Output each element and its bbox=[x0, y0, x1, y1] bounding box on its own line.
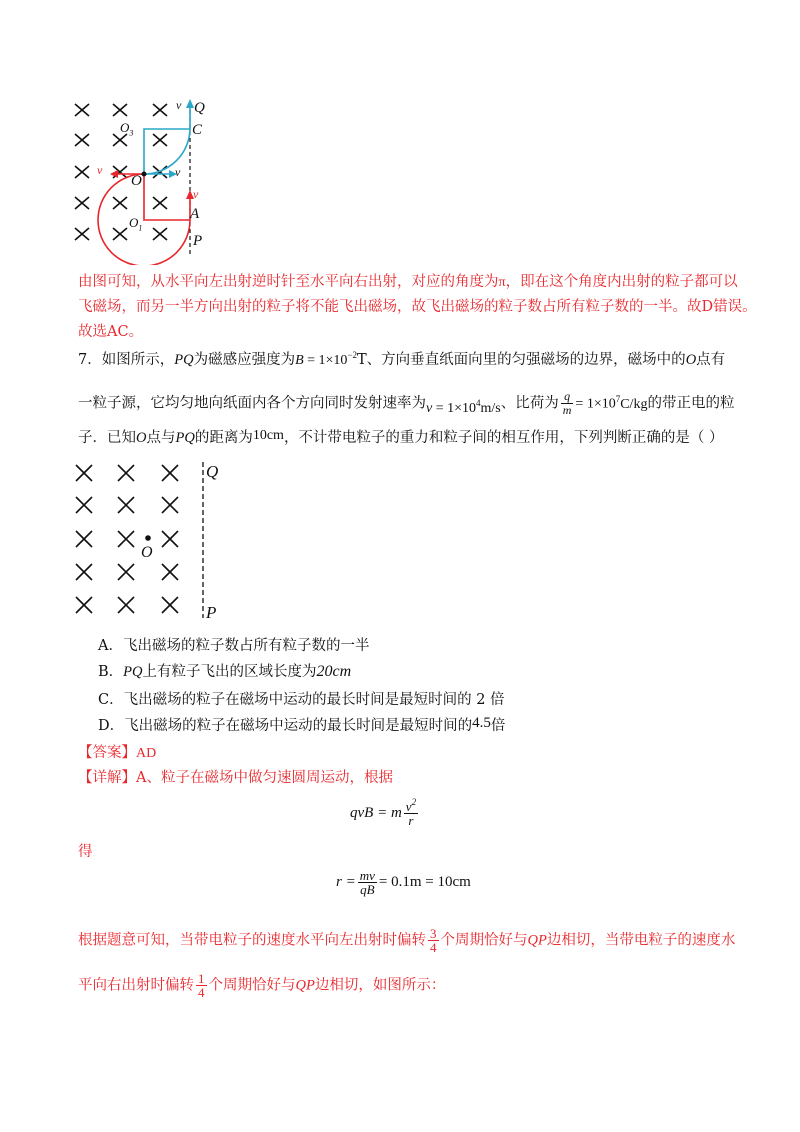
fig1-label-v-left: v bbox=[97, 163, 103, 177]
question-line-2: 一粒子源，它均匀地向纸面内各个方向同时发射速率为$v = 1\times 10^4m/s$、比荷为 $\frac{q}{m}$ = $1\times 10^7C/kg$的带正电的粒 bbox=[78, 389, 735, 417]
detail-paragraph-line-1: 根据题意可知，当带电粒子的速度水平向左出射时偏转 $\frac{3}{4}$ 个周期恰好与QP边相切，当带电粒子的速度水 bbox=[78, 926, 736, 955]
fig2-label-O: O bbox=[141, 544, 153, 561]
option-c[interactable]: C．飞出磁场的粒子在磁场中运动的最长时间是最短时间的 2 倍 bbox=[98, 692, 505, 708]
question-line-3: 子．已知O点与PQ的距离为10cm，不计带电粒子的重力和粒子间的相互作用，下列判断正确的是（ ） bbox=[78, 428, 724, 446]
fig1-label-A: A bbox=[190, 206, 200, 222]
fig1-label-O3: $O_3$ bbox=[120, 120, 134, 138]
option-a[interactable]: A．飞出磁场的粒子数占所有粒子数的一半 bbox=[98, 638, 370, 654]
fig1-label-O: O bbox=[131, 173, 142, 189]
prev-explain-line-1: 由图可知，从水平向左出射逆时针至水平向右出射，对应的角度为π，即在这个角度内出射的粒子都可以 bbox=[78, 274, 738, 290]
answer-line: 【答案】AD bbox=[78, 745, 157, 761]
prev-explain-line-3: 故选AC。 bbox=[78, 324, 144, 340]
point-O bbox=[145, 535, 151, 541]
fig2-label-P: P bbox=[206, 603, 217, 622]
fig1-label-C: C bbox=[192, 122, 203, 138]
equation-qvB: qvB = m $\frac{v^2}{r}$ bbox=[350, 797, 417, 828]
de-line: 得 bbox=[78, 844, 93, 860]
prev-explain-line-2: 飞磁场，而另一半方向出射的粒子将不能飞出磁场，故飞出磁场的粒子数占所有粒子数的一半。故D错误。 bbox=[78, 299, 757, 315]
fig1-label-v-right: v bbox=[175, 165, 181, 179]
fig1-label-P: P bbox=[193, 233, 203, 249]
figure-2-field-diagram bbox=[68, 458, 228, 628]
field-crosses-2 bbox=[76, 465, 178, 613]
fig1-label-O1: $O_1$ bbox=[129, 215, 143, 233]
fig1-label-Q: Q bbox=[194, 100, 205, 116]
detail-paragraph-line-2: 平向右出射时偏转 $\frac{1}{4}$ 个周期恰好与QP边相切，如图所示： bbox=[78, 971, 446, 1000]
detail-line: 【详解】A、粒子在磁场中做匀速圆周运动，根据 bbox=[78, 770, 393, 786]
equation-r: r = $\frac{mv}{qB}$ = 0.1m = 10cm bbox=[336, 868, 471, 897]
red-trajectory bbox=[98, 174, 190, 265]
question-line-1: 7．如图所示，PQ为磁感应强度为$B = 1\times 10^{-2}T$、方向垂直纸面向里的匀强磁场的边界，磁场中的O点有 bbox=[78, 350, 726, 368]
fig2-label-Q: Q bbox=[206, 462, 219, 481]
option-b[interactable]: B．PQ上有粒子飞出的区域长度为20cm bbox=[98, 663, 352, 680]
option-d[interactable]: D．飞出磁场的粒子在磁场中运动的最长时间是最短时间的4.5倍 bbox=[98, 715, 506, 734]
fig1-label-v-top: v bbox=[176, 98, 182, 112]
arrow-up-blue bbox=[186, 99, 194, 108]
fig1-label-v-red: v bbox=[193, 187, 199, 201]
source-point bbox=[142, 172, 147, 177]
